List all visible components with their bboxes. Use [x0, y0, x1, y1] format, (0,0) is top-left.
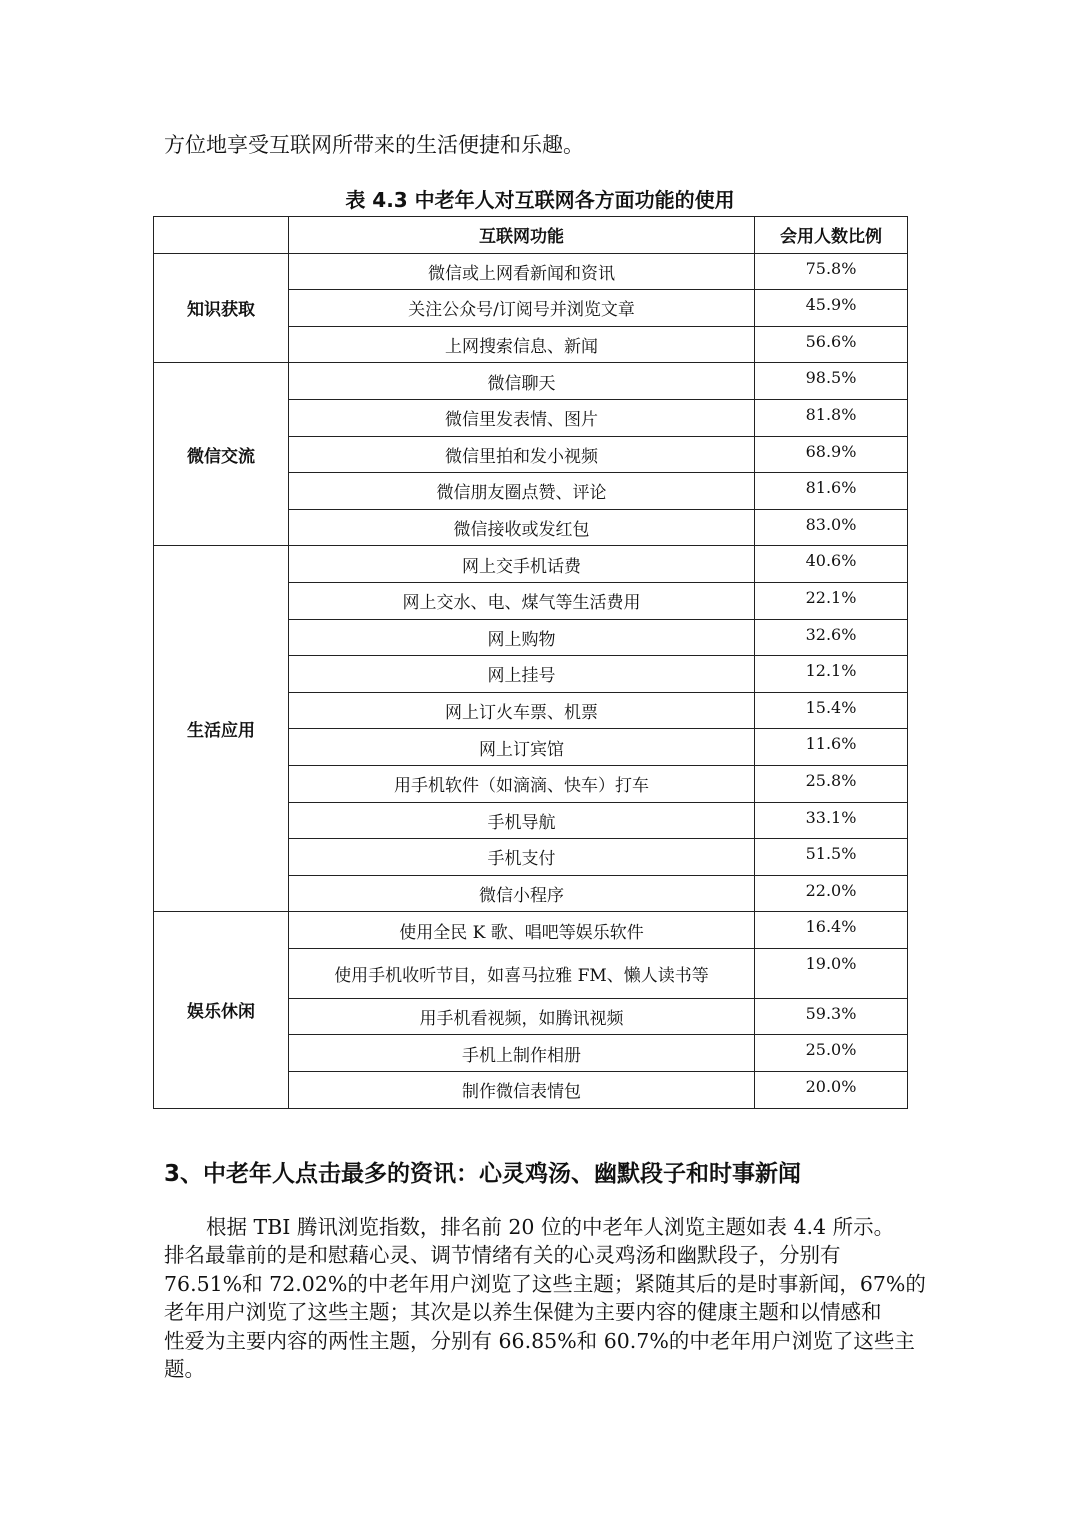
- paragraph-line: 76.51%和 72.02%的中老年用户浏览了这些主题；紧随其后的是时事新闻，67%的: [164, 1271, 926, 1296]
- table-row: [154, 363, 908, 400]
- function-cell: 关注公众号/订阅号并浏览文章: [289, 290, 755, 327]
- function-cell: 微信聊天: [289, 363, 755, 400]
- function-cell: 网上购物: [289, 619, 755, 656]
- ratio-cell: 15.4%: [755, 692, 908, 729]
- paragraph-line: 题。: [164, 1357, 205, 1382]
- ratio-cell: 20.0%: [755, 1072, 908, 1109]
- function-cell: 微信或上网看新闻和资讯: [289, 253, 755, 290]
- ratio-cell: 81.6%: [755, 473, 908, 510]
- ratio-cell: 19.0%: [755, 948, 908, 998]
- ratio-cell: 56.6%: [755, 326, 908, 363]
- ratio-cell: 59.3%: [755, 998, 908, 1035]
- function-cell: 微信接收或发红包: [289, 509, 755, 546]
- function-cell: 微信朋友圈点赞、评论: [289, 473, 755, 510]
- category-cell: 微信交流: [154, 363, 289, 546]
- body-paragraph: [164, 1213, 926, 1383]
- category-cell: 娱乐休闲: [154, 912, 289, 1108]
- table-header-row: [154, 217, 908, 254]
- category-cell: 生活应用: [154, 546, 289, 912]
- ratio-cell: 12.1%: [755, 656, 908, 693]
- function-cell: 制作微信表情包: [289, 1072, 755, 1109]
- function-cell: 使用全民 K 歌、唱吧等娱乐软件: [289, 912, 755, 949]
- function-cell: 网上交水、电、煤气等生活费用: [289, 582, 755, 619]
- function-cell: 用手机看视频，如腾讯视频: [289, 998, 755, 1035]
- function-cell: 网上订火车票、机票: [289, 692, 755, 729]
- ratio-cell: 32.6%: [755, 619, 908, 656]
- ratio-cell: 22.0%: [755, 875, 908, 912]
- header-function: 互联网功能: [289, 217, 755, 254]
- ratio-cell: 40.6%: [755, 546, 908, 583]
- function-cell: 上网搜索信息、新闻: [289, 326, 755, 363]
- function-cell: 手机上制作相册: [289, 1035, 755, 1072]
- function-cell: 微信里发表情、图片: [289, 399, 755, 436]
- ratio-cell: 51.5%: [755, 839, 908, 876]
- paragraph-line: 性爱为主要内容的两性主题，分别有 66.85%和 60.7%的中老年用户浏览了这些主: [164, 1328, 915, 1353]
- table-row: [154, 912, 908, 949]
- paragraph-line: 根据 TBI 腾讯浏览指数，排名前 20 位的中老年人浏览主题如表 4.4 所示。: [206, 1215, 895, 1239]
- ratio-cell: 98.5%: [755, 363, 908, 400]
- ratio-cell: 25.8%: [755, 765, 908, 802]
- ratio-cell: 11.6%: [755, 729, 908, 766]
- ratio-cell: 83.0%: [755, 509, 908, 546]
- ratio-cell: 25.0%: [755, 1035, 908, 1072]
- function-cell: 使用手机收听节目，如喜马拉雅 FM、懒人读书等: [289, 948, 755, 998]
- internet-function-usage-table: [153, 216, 908, 1109]
- header-category: [154, 217, 289, 254]
- function-cell: 手机支付: [289, 839, 755, 876]
- header-ratio: 会用人数比例: [755, 217, 908, 254]
- function-cell: 网上交手机话费: [289, 546, 755, 583]
- function-cell: 微信里拍和发小视频: [289, 436, 755, 473]
- table-body: [154, 253, 908, 1108]
- table-caption: 表 4.3 中老年人对互联网各方面功能的使用: [345, 188, 735, 212]
- paragraph-line: 排名最靠前的是和慰藉心灵、调节情绪有关的心灵鸡汤和幽默段子，分别有: [164, 1243, 841, 1268]
- ratio-cell: 16.4%: [755, 912, 908, 949]
- section-heading: 3、中老年人点击最多的资讯：心灵鸡汤、幽默段子和时事新闻: [164, 1161, 802, 1187]
- table-row: [154, 546, 908, 583]
- paragraph-line: 老年用户浏览了这些主题；其次是以养生保健为主要内容的健康主题和以情感和: [164, 1300, 882, 1325]
- ratio-cell: 81.8%: [755, 399, 908, 436]
- table-row: [154, 253, 908, 290]
- ratio-cell: 45.9%: [755, 290, 908, 327]
- ratio-cell: 22.1%: [755, 582, 908, 619]
- function-cell: 手机导航: [289, 802, 755, 839]
- function-cell: 用手机软件（如滴滴、快车）打车: [289, 765, 755, 802]
- ratio-cell: 33.1%: [755, 802, 908, 839]
- function-cell: 微信小程序: [289, 875, 755, 912]
- function-cell: 网上挂号: [289, 656, 755, 693]
- function-cell: 网上订宾馆: [289, 729, 755, 766]
- intro-text: 方位地享受互联网所带来的生活便捷和乐趣。: [164, 133, 584, 157]
- ratio-cell: 68.9%: [755, 436, 908, 473]
- ratio-cell: 75.8%: [755, 253, 908, 290]
- category-cell: 知识获取: [154, 253, 289, 363]
